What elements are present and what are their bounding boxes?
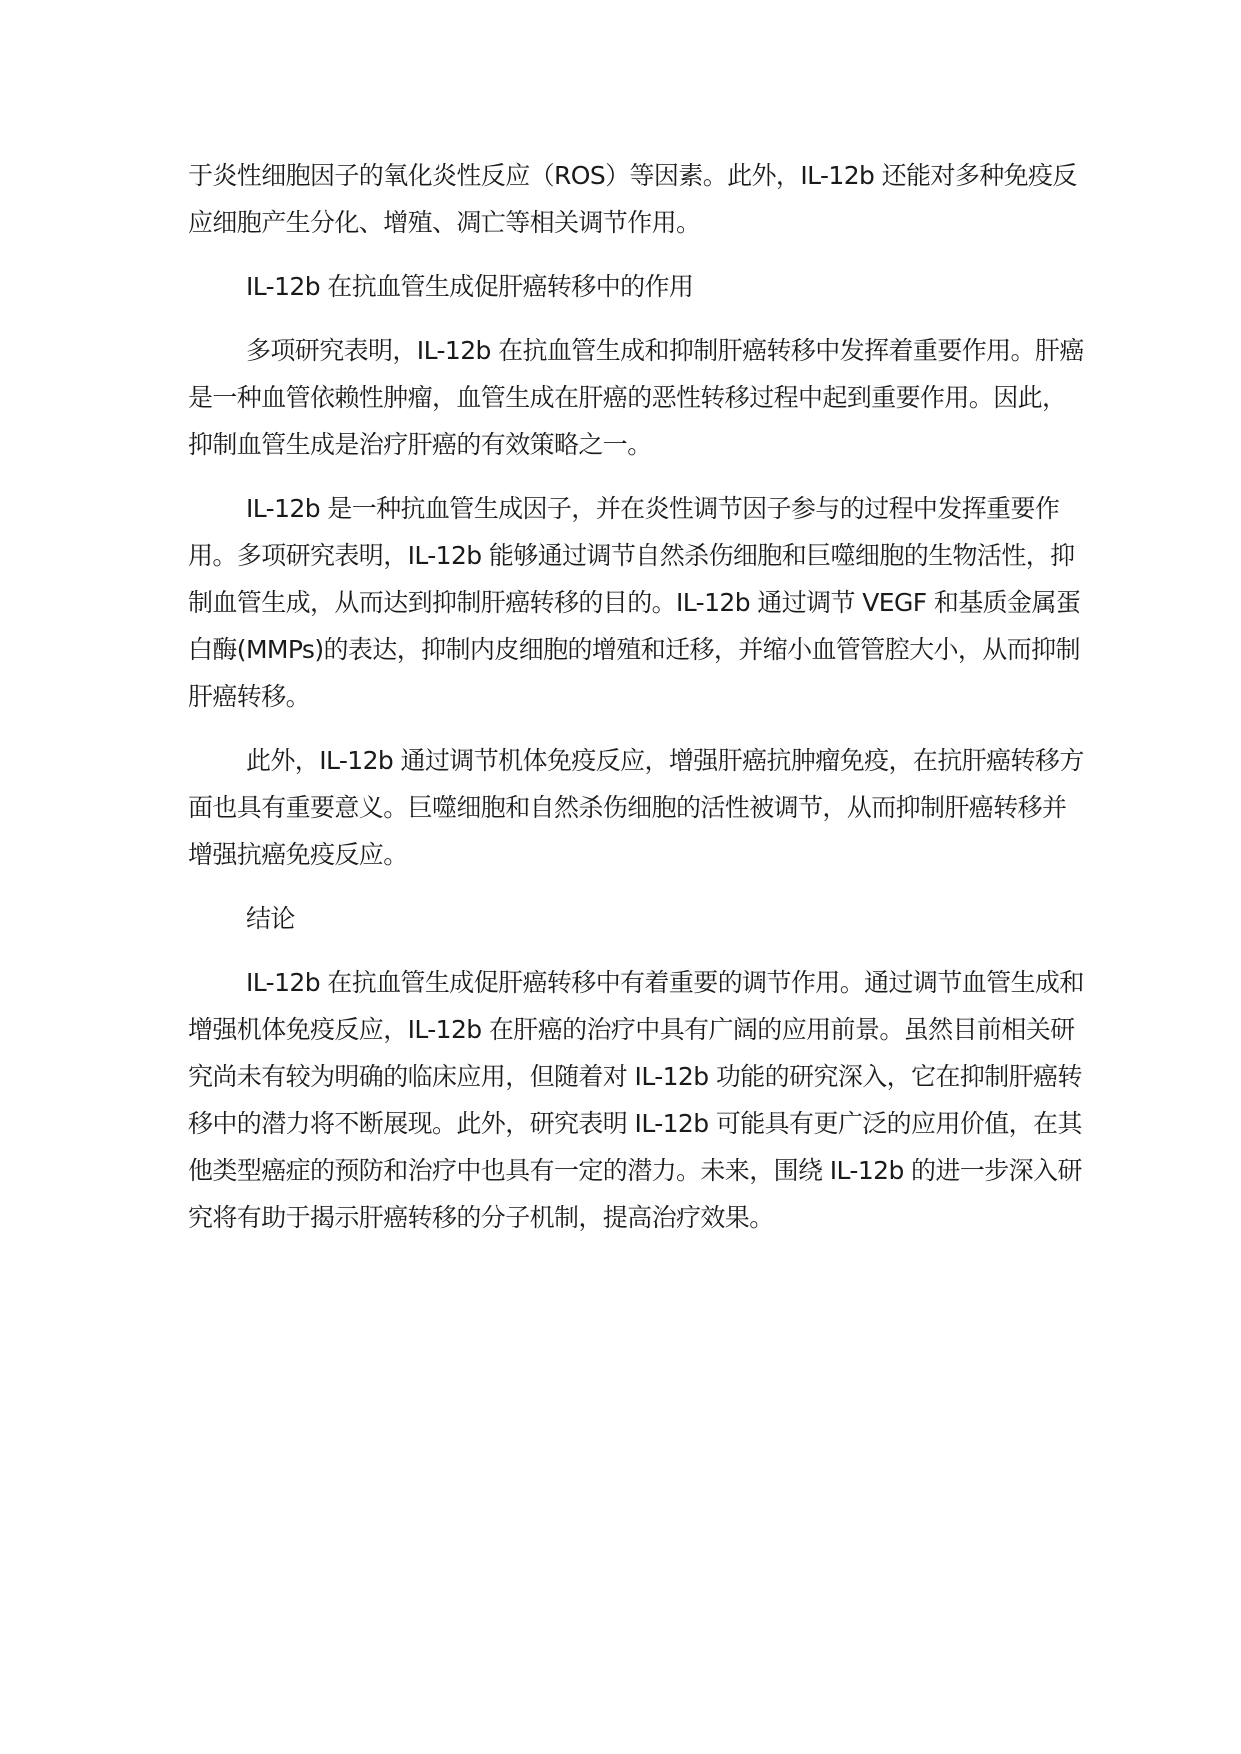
- section-heading-conclusion: 结论: [246, 904, 295, 933]
- paragraph: IL-12b 是一种抗血管生成因子，并在炎性调节因子参与的过程中发挥重要作用。多项研究表明，IL-12b 能够通过调节自然杀伤细胞和巨噬细胞的生物活性，抑制血管生成，从而达到抑制肝癌转移的目的。IL-12b 通过调节 VEGF 和基质金属蛋白酶(MMPs)的表达，抑制内皮细胞的增殖和迁移，并缩小血管管腔大小，从而抑制肝癌转移。: [188, 494, 1081, 711]
- paragraph: 此外，IL-12b 通过调节机体免疫反应，增强肝癌抗肿瘤免疫，在抗肝癌转移方面也具有重要意义。巨噬细胞和自然杀伤细胞的活性被调节，从而抑制肝癌转移并增强抗癌免疫反应。: [188, 746, 1084, 869]
- paragraph-continuation: 于炎性细胞因子的氧化炎性反应（ROS）等因素。此外，IL-12b 还能对多种免疫反应细胞产生分化、增殖、凋亡等相关调节作用。: [188, 161, 1077, 237]
- paragraph: 多项研究表明，IL-12b 在抗血管生成和抑制肝癌转移中发挥着重要作用。肝癌是一种血管依赖性肿瘤，血管生成在肝癌的恶性转移过程中起到重要作用。因此，抑制血管生成是治疗肝癌的有效策略之一。: [188, 336, 1084, 459]
- document-body: [188, 152, 1088, 1258]
- section-heading-angiogenesis: IL-12b 在抗血管生成促肝癌转移中的作用: [246, 272, 694, 301]
- paragraph: IL-12b 在抗血管生成促肝癌转移中有着重要的调节作用。通过调节血管生成和增强机体免疫反应，IL-12b 在肝癌的治疗中具有广阔的应用前景。虽然目前相关研究尚未有较为明确的临床应用，但随着对 IL-12b 功能的研究深入，它在抑制肝癌转移中的潜力将不断展现。此外，研究表明 IL-12b 可能具有更广泛的应用价值，在其他类型癌症的预防和治疗中也具有一定的潜力。未来，围绕 IL-12b 的进一步深入研究将有助于揭示肝癌转移的分子机制，提高治疗效果。: [188, 968, 1084, 1232]
